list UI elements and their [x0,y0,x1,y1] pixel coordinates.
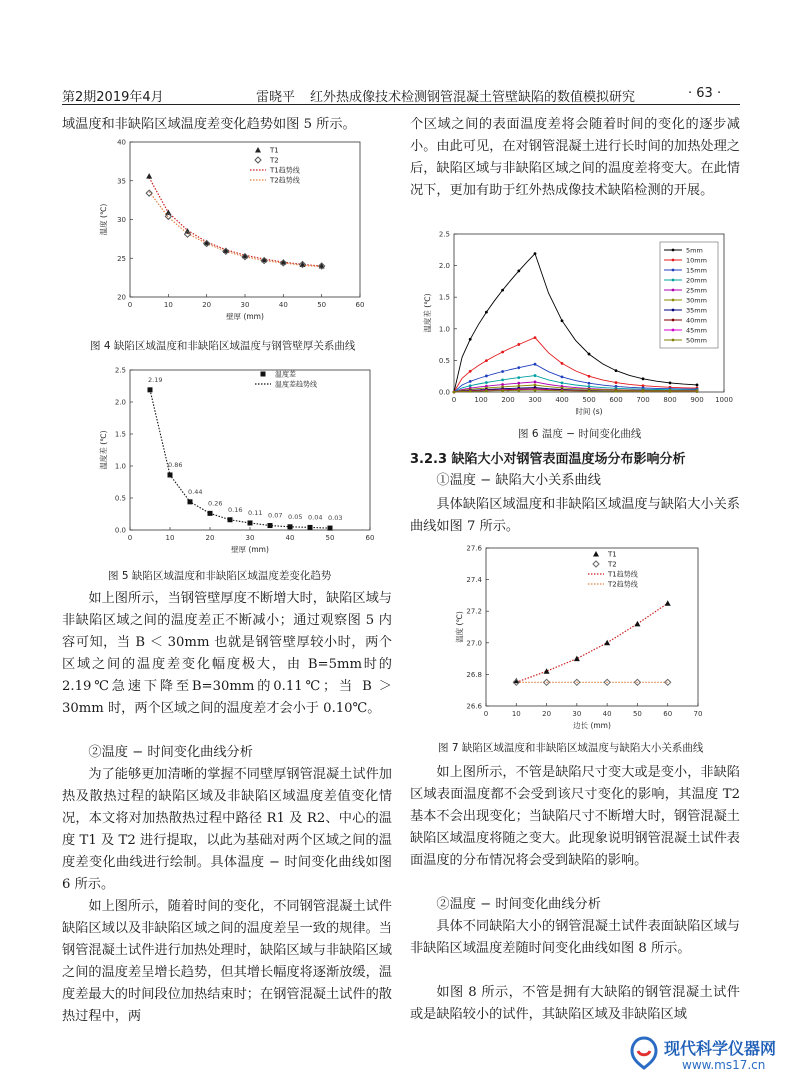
data-point [642,390,645,393]
data-label: 0.26 [208,499,223,508]
y-tick-label: 1.5 [438,293,450,302]
x-tick-label: 30 [245,534,255,542]
data-point [469,338,472,341]
data-point [485,390,488,393]
figure-5-chart [90,362,380,562]
x-tick-label: 20 [542,710,552,718]
y-tick-label: 26.6 [466,702,482,711]
x-tick-label: 50 [632,710,642,718]
legend-marker [672,249,675,252]
x-tick-label: 700 [636,396,650,404]
figure-7-chart [448,542,718,738]
y-tick-label: 20 [117,293,126,302]
data-point [593,561,599,567]
x-tick-label: 600 [609,396,623,404]
data-point [615,369,618,372]
data-point [469,390,472,393]
y-tick-label: 1.0 [438,325,450,334]
data-point [485,311,488,314]
data-point [534,374,537,377]
y-tick-label: 0.0 [114,526,126,535]
data-point [615,381,618,384]
x-tick-label: 800 [663,396,677,404]
data-label: 0.03 [328,514,343,523]
journal-issue: 第2期2019年4月 [62,90,164,105]
data-point [561,389,564,392]
data-point [148,387,153,392]
x-tick-label: 0 [451,396,457,404]
data-point [469,384,472,387]
legend-label: 10mm [686,256,707,265]
data-point [593,551,599,557]
figure-6-chart [420,228,740,420]
data-point [255,157,261,163]
data-label: 0.07 [268,511,283,520]
x-tick-label: 900 [690,396,704,404]
data-point [544,668,550,674]
x-tick-label: 60 [365,534,375,542]
data-point [261,372,266,377]
x-tick-label: 1000 [715,396,733,404]
legend-label: T1 [270,146,279,155]
data-point [534,380,537,383]
data-point [469,380,472,383]
legend-marker [672,289,675,292]
data-point [308,525,313,530]
legend-label: T1趋势线 [608,570,638,579]
x-axis-label: 壁厚 (mm) [231,545,269,554]
x-tick-label: 40 [278,301,288,309]
data-point [669,390,672,393]
data-point [208,511,213,516]
data-point [642,377,645,380]
subheading: ②温度 − 时间变化曲线分析 [436,897,601,912]
trend-line [149,192,322,267]
data-point [604,640,610,646]
page-number: · 63 · [688,86,722,101]
y-tick-label: 26.8 [466,670,482,679]
data-point [665,679,671,685]
data-point [517,270,520,273]
y-axis-label: 温度 (℃) [99,203,108,236]
legend-label: 40mm [686,316,707,325]
data-point [501,351,504,354]
y-tick-label: 2.0 [438,262,450,271]
data-point [188,499,193,504]
figure-4-chart [100,134,370,334]
x-tick-label: 100 [474,396,488,404]
running-author: 雷晓平 [256,90,296,105]
legend-label: 5mm [686,246,703,255]
x-axis-label: 壁厚 (mm) [226,312,264,321]
data-point [517,366,520,369]
legend-label: 温度差趋势线 [275,380,317,389]
data-point [255,147,261,153]
x-axis-label: 边长 (mm) [573,721,611,730]
paragraph: 域温度和非缺陷区域温度差变化趋势如图 5 所示。 [62,117,356,132]
header-rule [62,104,740,105]
legend-label: 35mm [686,306,707,315]
data-point [561,376,564,379]
data-point [485,381,488,384]
x-tick-label: 400 [555,396,569,404]
data-point [228,517,233,522]
x-tick-label: 0 [127,301,133,309]
watermark-url: www.ms17.cn [682,1058,766,1072]
x-tick-label: 300 [528,396,542,404]
x-tick-label: 10 [511,710,521,718]
legend-label: 25mm [686,286,707,295]
figure-6-caption: 图 6 温度 − 时间变化曲线 [518,428,642,440]
data-point [485,375,488,378]
trend-line [516,603,667,682]
legend-label: T2 [270,156,279,165]
data-label: 0.04 [308,513,323,522]
data-point [165,210,171,216]
legend-label: T2趋势线 [270,176,300,185]
legend-label: T1 [608,550,617,559]
y-tick-label: 2.0 [114,398,126,407]
data-point [574,656,580,662]
data-point [534,384,537,387]
y-tick-label: 30 [117,216,126,224]
data-point [485,359,488,362]
data-point [561,319,564,322]
y-tick-label: 35 [117,177,126,186]
y-tick-label: 1.0 [114,462,126,471]
data-point [513,678,519,684]
data-point [517,376,520,379]
legend-label: 20mm [686,276,707,285]
data-point [588,375,591,378]
data-point [561,362,564,365]
x-tick-label: 50 [317,301,327,309]
legend-label: 50mm [686,336,707,345]
x-tick-label: 20 [205,534,215,542]
x-tick-label: 60 [355,301,365,309]
data-point [328,526,333,531]
paragraph: 如上图所示，随着时间的变化，不同钢管混凝土试件缺陷区域以及非缺陷区域之间的温度差呈一致的规律。当钢管混凝土试件进行加热处理时，缺陷区域与非缺陷区域之间的温度差呈增长趋势，但其增长幅度将逐渐放缓，温度差最大的时间段位加热结束时；在钢管混凝土试件的散热过程中，两 [62,899,392,1024]
legend-marker [672,319,675,322]
paragraph: 具体缺陷区域温度和非缺陷区域温度与缺陷大小关系曲线如图 7 所示。 [410,497,740,534]
legend-marker [672,279,675,282]
figure-4-caption: 图 4 缺陷区域温度和非缺陷区域温度与钢管壁厚关系曲线 [90,340,356,352]
legend-marker [672,259,675,262]
x-tick-label: 0 [483,710,489,718]
data-point [665,600,671,606]
data-point [696,390,699,393]
paragraph: 个区域之间的表面温度差将会随着时间的变化的逐步减小。由此可见，在对钢管混凝土进行长时间的加热处理之后，缺陷区域与非缺陷区域之间的温度差将变大。在此情况下，更加有助于红外热成像技术缺陷检测的开展。 [410,117,740,198]
data-point [288,524,293,529]
plot-frame [130,142,360,297]
running-title: 红外热成像技术检测钢管混凝土管壁缺陷的数值模拟研究 [310,90,636,105]
x-tick-label: 200 [501,396,515,404]
legend-label: 30mm [686,296,707,305]
paragraph: 具体不同缺陷大小的钢管混凝土试件表面缺陷区域与非缺陷区域温度差随时间变化曲线如图 8 所示。 [410,919,740,956]
y-tick-label: 0.0 [438,388,450,397]
watermark-logo-icon [630,1036,658,1070]
legend-marker [672,269,675,272]
y-tick-label: 27.2 [466,607,482,616]
data-point [534,252,537,255]
y-tick-label: 0.5 [438,356,450,365]
data-point [588,353,591,356]
data-point [146,173,152,179]
data-point [453,391,456,394]
legend-marker [672,329,675,332]
figure-7-caption: 图 7 缺陷区域温度和非缺陷区域温度与缺陷大小关系曲线 [438,742,704,754]
data-point [268,523,273,528]
x-tick-label: 40 [285,534,295,542]
data-point [534,389,537,392]
y-axis-label: 温度差 (℃) [423,293,432,333]
plot-frame [130,370,370,530]
figure-5-caption: 图 5 缺陷区域温度和非缺陷区域温度差变化趋势 [108,570,332,582]
data-point [588,382,591,385]
y-tick-label: 0.5 [114,494,126,503]
trend-line [149,178,322,266]
y-tick-label: 25 [117,254,126,263]
legend-label: T2 [608,560,617,569]
data-point [168,472,173,477]
y-tick-label: 1.5 [114,430,126,439]
paragraph: 为了能够更加清晰的掌握不同壁厚钢管混凝土试件加热及散热过程的缺陷区域及非缺陷区域温度差值变化情况，本文将对加热散热过程中路径 R1 及 R2、中心的温度 T1 及 T2 进行提取，以此为基础对两个区域之间的温度差变化曲线进行绘制。具体温度 − 时间变化曲线如图 6 所示。 [62,767,392,892]
paragraph: 如上图所示，不管是缺陷尺寸变大或是变小，非缺陷区域表面温度都不会受到该尺寸变化的影响，其温度 T2 基本不会出现变化；当缺陷尺寸不断增大时，钢管混凝土缺陷区域温度将随之变大。此现象说明钢管混凝土试件表面温度的分布情况将会受到缺陷的影响。 [410,765,740,868]
legend-label: 45mm [686,326,707,335]
data-label: 0.44 [188,487,203,496]
x-tick-label: 70 [693,710,703,718]
paragraph: 如上图所示，当钢管壁厚度不断增大时，缺陷区域与非缺陷区域之间的温度差正不断减小；通过观察图 5 内容可知，当 B ＜ 30mm 也就是钢管壁厚较小时，两个区域之间的温度差变化幅度极大，由 B=5mm时的2.19℃急速下降至B=30mm的0.11℃；当 B ＞ 30mm 时，两个区域之间的温度差才会小于 0.10℃。 [62,591,392,716]
data-point [534,336,537,339]
data-point [517,382,520,385]
y-tick-label: 2.5 [114,366,126,375]
data-label: 0.16 [228,505,243,514]
data-point [669,382,672,385]
watermark-text: 现代科学仪器网 [664,1039,777,1058]
y-tick-label: 2.5 [438,230,450,239]
subheading: ②温度 − 时间变化曲线分析 [88,745,253,760]
x-tick-label: 500 [582,396,596,404]
legend-label: T1趋势线 [270,166,300,175]
data-label: 0.86 [168,460,183,469]
x-tick-label: 20 [202,301,212,309]
x-tick-label: 10 [165,534,175,542]
data-point [534,363,537,366]
data-point [501,389,504,392]
data-point [517,389,520,392]
data-point [501,379,504,382]
y-tick-label: 27.6 [466,544,482,553]
data-point [501,370,504,373]
legend-label: T2趋势线 [608,580,638,589]
data-point [561,381,564,384]
subheading: ①温度 − 缺陷大小关系曲线 [436,473,601,488]
data-point [469,370,472,373]
data-point [248,520,253,525]
data-point [501,289,504,292]
x-axis-label: 时间 (s) [575,407,603,416]
data-point [615,390,618,393]
legend-marker [672,339,675,342]
x-tick-label: 30 [572,710,582,718]
y-tick-label: 27.4 [466,576,482,585]
data-label: 2.19 [148,375,163,384]
y-tick-label: 40 [117,138,126,147]
data-point [634,621,640,627]
legend-marker [672,309,675,312]
section-heading: 3.2.3 缺陷大小对钢管表面温度场分布影响分析 [410,452,686,467]
paragraph: 如图 8 所示，不管是拥有大缺陷的钢管混凝土试件或是缺陷较小的试件，其缺陷区域及非缺陷区域 [410,985,740,1022]
x-tick-label: 50 [325,534,335,542]
y-tick-label: 27.0 [466,639,482,648]
legend-label: 15mm [686,266,707,275]
x-tick-label: 30 [240,301,250,309]
x-tick-label: 10 [163,301,173,309]
y-axis-label: 温度 (℃) [455,611,464,643]
data-label: 0.05 [288,512,303,521]
data-point [517,343,520,346]
y-axis-label: 温度差 (℃) [99,430,108,470]
data-point [588,390,591,393]
legend-label: 温度差 [275,370,296,379]
data-point [696,384,699,387]
x-tick-label: 40 [602,710,612,718]
legend-marker [672,299,675,302]
x-tick-label: 60 [663,710,673,718]
data-label: 0.11 [248,508,263,517]
x-tick-label: 0 [127,534,133,542]
